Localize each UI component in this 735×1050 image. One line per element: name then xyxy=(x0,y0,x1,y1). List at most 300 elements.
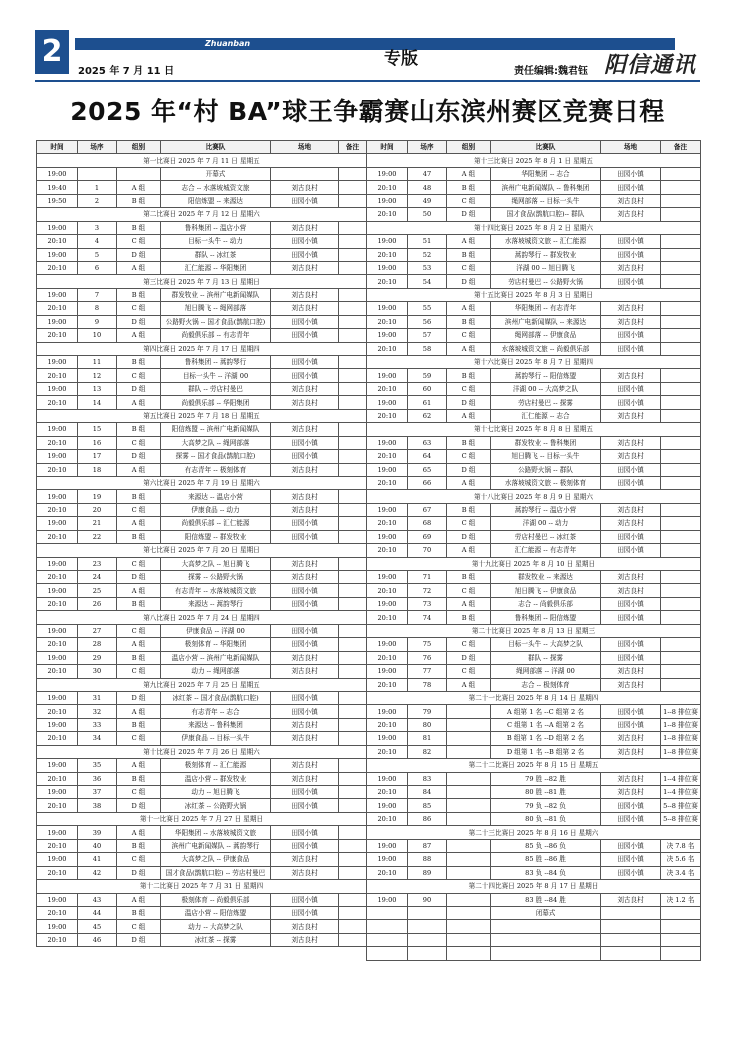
cell-venue: 刘古良村 xyxy=(271,503,339,516)
cell-time: 20:10 xyxy=(37,463,78,476)
cell-note xyxy=(339,167,367,180)
cell-time: 20:10 xyxy=(37,799,78,812)
cell-note xyxy=(661,235,701,248)
cell-no: 90 xyxy=(408,893,447,906)
cell-venue: 刘古良村 xyxy=(601,786,661,799)
cell-time: 20:10 xyxy=(37,503,78,516)
cell-match: 80 负 --81 负 xyxy=(491,812,601,825)
table-row xyxy=(37,732,367,745)
cell-no: 39 xyxy=(78,826,117,839)
cell-venue: 刘古良村 xyxy=(271,718,339,731)
cell-time: 20:10 xyxy=(37,705,78,718)
cell-match: 闭幕式 xyxy=(491,906,601,919)
cell-group: B 组 xyxy=(117,423,161,436)
cell-no: 5 xyxy=(78,248,117,261)
cell-venue: 田园小镇 xyxy=(271,638,339,651)
cell-time: 19:00 xyxy=(367,463,408,476)
cell-match: 劳店村曼巴 -- 公路野火锅 xyxy=(491,275,601,288)
cell-time: 19:40 xyxy=(37,181,78,194)
cell-no: 31 xyxy=(78,691,117,704)
cell-group xyxy=(447,812,491,825)
cell-time: 20:10 xyxy=(37,235,78,248)
cell-group xyxy=(447,705,491,718)
cell-group: A 组 xyxy=(117,181,161,194)
cell-venue: 田园小镇 xyxy=(271,517,339,530)
round-label: 第六比赛日 2025 年 7 月 19 日 星期六 xyxy=(37,476,367,489)
cell-note: 5--8 排位赛 xyxy=(661,799,701,812)
cell-venue: 刘古良村 xyxy=(271,302,339,315)
round-row xyxy=(37,208,367,221)
cell-no: 10 xyxy=(78,329,117,342)
cell-no: 85 xyxy=(408,799,447,812)
cell-note xyxy=(661,261,701,274)
cell-note xyxy=(661,571,701,584)
cell-match: 目标一头牛 -- 洋湖 00 xyxy=(161,369,271,382)
cell-venue: 田园小镇 xyxy=(601,544,661,557)
cell-note xyxy=(339,839,367,852)
cell-note xyxy=(339,732,367,745)
cell-no: 1 xyxy=(78,181,117,194)
cell-match: 伊康食品 -- 目标一头牛 xyxy=(161,732,271,745)
cell-venue: 田园小镇 xyxy=(271,584,339,597)
cell-note xyxy=(661,920,701,933)
cell-time: 19:00 xyxy=(37,450,78,463)
cell-no: 62 xyxy=(408,409,447,422)
cell-time: 20:10 xyxy=(367,678,408,691)
cell-note xyxy=(661,382,701,395)
cell-venue: 刘古良村 xyxy=(601,503,661,516)
cell-time: 20:10 xyxy=(37,329,78,342)
cell-group: A 组 xyxy=(117,463,161,476)
cell-note xyxy=(661,329,701,342)
table-row xyxy=(367,705,701,718)
cell-group: D 组 xyxy=(117,571,161,584)
cell-match: 志合 -- 水落坡城资文旅 xyxy=(161,181,271,194)
round-row xyxy=(37,880,367,893)
cell-time: 20:10 xyxy=(367,611,408,624)
cell-note: 决 5.6 名 xyxy=(661,853,701,866)
round-label: 第五比赛日 2025 年 7 月 18 日 星期五 xyxy=(37,409,367,422)
round-row xyxy=(367,624,701,637)
cell-venue: 田园小镇 xyxy=(601,463,661,476)
cell-match: 志合 -- 尚毅俱乐部 xyxy=(491,597,601,610)
cell-group: D 组 xyxy=(447,651,491,664)
cell-group: B 组 xyxy=(117,651,161,664)
cell-venue: 田园小镇 xyxy=(601,799,661,812)
cell-no: 7 xyxy=(78,288,117,301)
cell-note xyxy=(339,517,367,530)
table-row xyxy=(37,503,367,516)
cell-group: B 组 xyxy=(117,530,161,543)
cell-note xyxy=(339,450,367,463)
col-no: 场序 xyxy=(408,141,447,154)
cell-no: 32 xyxy=(78,705,117,718)
cell-no: 3 xyxy=(78,221,117,234)
cell-note xyxy=(661,638,701,651)
cell-match: 滨州广电新闻媒队 -- 鲁科集团 xyxy=(491,181,601,194)
cell-no xyxy=(408,933,447,946)
cell-match: 冰红茶 -- 公路野火锅 xyxy=(161,799,271,812)
cell-no: 54 xyxy=(408,275,447,288)
table-row xyxy=(367,194,701,207)
cell-match: 温店小营 -- 群发牧业 xyxy=(161,772,271,785)
table-row xyxy=(37,315,367,328)
cell-match: 目标一头牛 -- 动力 xyxy=(161,235,271,248)
table-row xyxy=(37,557,367,570)
round-row xyxy=(37,275,367,288)
round-row xyxy=(367,288,701,301)
cell-match: 来源达 -- 鲁科集团 xyxy=(161,718,271,731)
issue-date: 2025 年 7 月 11 日 xyxy=(78,66,175,77)
table-row xyxy=(37,463,367,476)
cell-match: 有志青年 -- 极刻体育 xyxy=(161,463,271,476)
cell-time: 19:00 xyxy=(367,839,408,852)
cell-venue: 田园小镇 xyxy=(271,315,339,328)
cell-match: 83 胜 --84 胜 xyxy=(491,893,601,906)
cell-match: 鲁科集团 -- 阳信炼盟 xyxy=(491,611,601,624)
cell-note xyxy=(661,517,701,530)
table-row xyxy=(367,544,701,557)
cell-time xyxy=(367,906,408,919)
cell-group: A 组 xyxy=(117,705,161,718)
table-row xyxy=(367,503,701,516)
cell-venue: 刘古良村 xyxy=(601,194,661,207)
cell-no: 66 xyxy=(408,476,447,489)
table-row xyxy=(37,866,367,879)
cell-time: 20:10 xyxy=(367,208,408,221)
table-row xyxy=(367,235,701,248)
table-row xyxy=(37,356,367,369)
cell-venue: 田园小镇 xyxy=(271,826,339,839)
cell-time: 19:00 xyxy=(367,530,408,543)
cell-match xyxy=(491,920,601,933)
cell-match: 鲁科集团 -- 蒿韵琴行 xyxy=(161,356,271,369)
cell-note xyxy=(339,288,367,301)
cell-group: C 组 xyxy=(117,302,161,315)
cell-group: D 组 xyxy=(117,933,161,946)
round-label: 第十一比赛日 2025 年 7 月 27 日 星期日 xyxy=(37,812,367,825)
cell-no: 61 xyxy=(408,396,447,409)
cell-note xyxy=(339,705,367,718)
cell-time: 19:00 xyxy=(37,315,78,328)
cell-time: 20:10 xyxy=(367,584,408,597)
cell-venue: 刘古良村 xyxy=(271,181,339,194)
table-header-row xyxy=(367,141,701,154)
cell-no: 57 xyxy=(408,329,447,342)
cell-match: 冰红茶 -- 国才食品(鹊航口腔) xyxy=(161,691,271,704)
cell-group: C 组 xyxy=(447,194,491,207)
cell-no: 16 xyxy=(78,436,117,449)
round-row xyxy=(37,611,367,624)
table-row xyxy=(367,369,701,382)
cell-note xyxy=(339,463,367,476)
cell-venue: 田园小镇 xyxy=(601,611,661,624)
col-time: 时间 xyxy=(367,141,408,154)
cell-note xyxy=(339,557,367,570)
cell-note xyxy=(339,423,367,436)
cell-venue: 刘古良村 xyxy=(271,853,339,866)
section-name: 专版 xyxy=(384,49,418,69)
cell-venue: 田园小镇 xyxy=(601,839,661,852)
editor-credit: 责任编辑:魏君钰 xyxy=(514,66,588,77)
table-row xyxy=(367,208,701,221)
cell-no: 46 xyxy=(78,933,117,946)
cell-time: 20:10 xyxy=(367,275,408,288)
cell-venue: 田园小镇 xyxy=(271,450,339,463)
cell-match: 国才食品(鹊航口腔) -- 劳店村曼巴 xyxy=(161,866,271,879)
cell-note xyxy=(339,638,367,651)
cell-note xyxy=(339,772,367,785)
round-label: 第十二比赛日 2025 年 7 月 31 日 星期四 xyxy=(37,880,367,893)
cell-group: C 组 xyxy=(447,665,491,678)
cell-group: A 组 xyxy=(447,342,491,355)
cell-time: 20:10 xyxy=(367,517,408,530)
cell-venue: 田园小镇 xyxy=(601,396,661,409)
cell-time: 19:00 xyxy=(367,194,408,207)
cell-group: B 组 xyxy=(117,356,161,369)
cell-time: 19:00 xyxy=(37,490,78,503)
cell-time: 20:10 xyxy=(367,409,408,422)
cell-venue: 刘古良村 xyxy=(601,261,661,274)
cell-venue: 田园小镇 xyxy=(271,893,339,906)
cell-note xyxy=(661,933,701,946)
cell-time: 19:00 xyxy=(367,571,408,584)
table-row xyxy=(37,772,367,785)
cell-match: 洋湖 00 -- 大高梦之队 xyxy=(491,382,601,395)
cell-time: 19:00 xyxy=(367,167,408,180)
cell-no: 34 xyxy=(78,732,117,745)
cell-match: 80 胜 --81 胜 xyxy=(491,786,601,799)
round-row xyxy=(367,154,701,167)
cell-note xyxy=(339,691,367,704)
cell-match: 有志青年 -- 水落坡城资文旅 xyxy=(161,584,271,597)
cell-group: C 组 xyxy=(117,786,161,799)
cell-match: 温店小营 -- 滨州广电新闻媒队 xyxy=(161,651,271,664)
table-header-row xyxy=(37,141,367,154)
cell-note xyxy=(661,167,701,180)
cell-group: D 组 xyxy=(117,866,161,879)
cell-no: 79 xyxy=(408,705,447,718)
cell-time: 19:00 xyxy=(367,853,408,866)
cell-group: D 组 xyxy=(117,450,161,463)
cell-group: C 组 xyxy=(117,732,161,745)
cell-note xyxy=(339,920,367,933)
cell-group: D 组 xyxy=(117,248,161,261)
cell-time: 19:00 xyxy=(37,356,78,369)
cell-venue: 刘古良村 xyxy=(601,369,661,382)
cell-time: 19:00 xyxy=(37,651,78,664)
cell-time: 19:00 xyxy=(367,732,408,745)
cell-note xyxy=(339,799,367,812)
cell-match: 尚毅俱乐部 -- 有志青年 xyxy=(161,329,271,342)
cell-no: 26 xyxy=(78,597,117,610)
table-row xyxy=(367,584,701,597)
cell-group xyxy=(447,893,491,906)
cell-no: 4 xyxy=(78,235,117,248)
cell-no xyxy=(78,167,117,180)
cell-note xyxy=(661,544,701,557)
cell-no: 50 xyxy=(408,208,447,221)
cell-time: 20:10 xyxy=(37,571,78,584)
cell-time xyxy=(367,933,408,946)
cell-venue: 田园小镇 xyxy=(601,329,661,342)
cell-match: 探雾 -- 国才食品(鹊航口腔) xyxy=(161,450,271,463)
cell-no: 59 xyxy=(408,369,447,382)
newspaper-logo: 阳信通讯 xyxy=(604,52,697,78)
cell-note xyxy=(339,597,367,610)
cell-time: 19:00 xyxy=(37,517,78,530)
table-row xyxy=(367,463,701,476)
cell-group: A 组 xyxy=(117,893,161,906)
cell-time: 19:00 xyxy=(37,248,78,261)
cell-time: 19:00 xyxy=(37,221,78,234)
cell-no: 47 xyxy=(408,167,447,180)
cell-note xyxy=(339,826,367,839)
cell-note xyxy=(339,221,367,234)
cell-group xyxy=(447,853,491,866)
cell-venue xyxy=(271,167,339,180)
round-row xyxy=(37,812,367,825)
cell-note xyxy=(339,235,367,248)
cell-note xyxy=(339,853,367,866)
col-time: 时间 xyxy=(37,141,78,154)
cell-no: 29 xyxy=(78,651,117,664)
cell-note xyxy=(339,369,367,382)
cell-time: 19:00 xyxy=(367,235,408,248)
cell-note xyxy=(339,665,367,678)
cell-note xyxy=(339,396,367,409)
cell-no: 52 xyxy=(408,248,447,261)
cell-time: 19:00 xyxy=(37,691,78,704)
cell-venue: 刘古良村 xyxy=(601,302,661,315)
cell-no: 56 xyxy=(408,315,447,328)
cell-group xyxy=(447,933,491,946)
cell-match: 劳店村曼巴 -- 冰红茶 xyxy=(491,530,601,543)
cell-group: B 组 xyxy=(117,490,161,503)
cell-venue: 田园小镇 xyxy=(601,530,661,543)
cell-match: 群发牧业 -- 鲁科集团 xyxy=(491,436,601,449)
cell-group: C 组 xyxy=(447,517,491,530)
cell-venue: 田园小镇 xyxy=(271,786,339,799)
table-row xyxy=(37,651,367,664)
round-label: 第十九比赛日 2025 年 8 月 10 日 星期日 xyxy=(367,557,701,570)
cell-group: C 组 xyxy=(117,624,161,637)
cell-time: 20:10 xyxy=(37,866,78,879)
cell-no: 89 xyxy=(408,866,447,879)
cell-match: 绳网部落 -- 伊康食品 xyxy=(491,329,601,342)
cell-time: 19:00 xyxy=(367,261,408,274)
table-row xyxy=(37,302,367,315)
cell-no: 67 xyxy=(408,503,447,516)
cell-no xyxy=(408,947,447,960)
cell-venue: 刘古良村 xyxy=(601,315,661,328)
header-rule xyxy=(35,80,700,82)
round-row xyxy=(37,409,367,422)
table-row xyxy=(37,181,367,194)
table-row xyxy=(37,786,367,799)
cell-group: C 组 xyxy=(447,584,491,597)
cell-note xyxy=(339,933,367,946)
cell-group: A 组 xyxy=(117,584,161,597)
cell-no: 6 xyxy=(78,261,117,274)
table-row xyxy=(37,839,367,852)
cell-venue: 刘古良村 xyxy=(271,382,339,395)
cell-venue: 刘古良村 xyxy=(601,571,661,584)
cell-note xyxy=(661,611,701,624)
col-note: 备注 xyxy=(661,141,701,154)
cell-group: B 组 xyxy=(117,772,161,785)
round-row xyxy=(367,490,701,503)
cell-note xyxy=(339,181,367,194)
table-row xyxy=(367,893,701,906)
cell-venue: 田园小镇 xyxy=(601,248,661,261)
cell-note xyxy=(661,369,701,382)
cell-no: 68 xyxy=(408,517,447,530)
round-row xyxy=(367,356,701,369)
cell-venue: 田园小镇 xyxy=(601,476,661,489)
cell-note xyxy=(661,503,701,516)
cell-note: 1--4 排位赛 xyxy=(661,772,701,785)
cell-no: 28 xyxy=(78,638,117,651)
schedule-table-right xyxy=(366,140,701,961)
table-row xyxy=(37,893,367,906)
round-row xyxy=(367,557,701,570)
cell-time: 20:10 xyxy=(367,544,408,557)
cell-time: 20:10 xyxy=(37,906,78,919)
cell-venue: 田园小镇 xyxy=(271,530,339,543)
cell-group xyxy=(447,920,491,933)
cell-no: 23 xyxy=(78,557,117,570)
cell-note xyxy=(339,906,367,919)
table-row xyxy=(367,718,701,731)
cell-note xyxy=(661,665,701,678)
cell-no: 11 xyxy=(78,356,117,369)
cell-note: 1--8 排位赛 xyxy=(661,718,701,731)
cell-venue: 刘古良村 xyxy=(601,436,661,449)
round-row xyxy=(367,826,701,839)
cell-venue: 田园小镇 xyxy=(601,181,661,194)
cell-venue: 刘古良村 xyxy=(271,490,339,503)
table-row xyxy=(37,248,367,261)
table-row xyxy=(367,409,701,422)
cell-group: A 组 xyxy=(117,759,161,772)
table-row xyxy=(37,396,367,409)
cell-match: 华阳集团 -- 志合 xyxy=(491,167,601,180)
table-row xyxy=(367,651,701,664)
round-label: 第二十四比赛日 2025 年 8 月 17 日 星期日 xyxy=(367,880,701,893)
col-group: 组别 xyxy=(447,141,491,154)
cell-match: 85 胜 --86 胜 xyxy=(491,853,601,866)
table-row xyxy=(367,261,701,274)
table-row xyxy=(367,396,701,409)
cell-group: A 组 xyxy=(117,826,161,839)
cell-match: 洋湖 00 -- 旭日腾飞 xyxy=(491,261,601,274)
cell-time: 20:10 xyxy=(367,315,408,328)
cell-venue: 田园小镇 xyxy=(601,275,661,288)
cell-match xyxy=(491,947,601,960)
cell-time: 20:10 xyxy=(367,745,408,758)
cell-note xyxy=(339,382,367,395)
table-row xyxy=(37,799,367,812)
cell-note xyxy=(339,356,367,369)
cell-match: 志合 -- 极刻体育 xyxy=(491,678,601,691)
cell-group: C 组 xyxy=(447,450,491,463)
table-row xyxy=(37,933,367,946)
cell-note xyxy=(661,530,701,543)
col-note: 备注 xyxy=(339,141,367,154)
cell-venue: 田园小镇 xyxy=(601,167,661,180)
cell-time: 19:00 xyxy=(367,396,408,409)
